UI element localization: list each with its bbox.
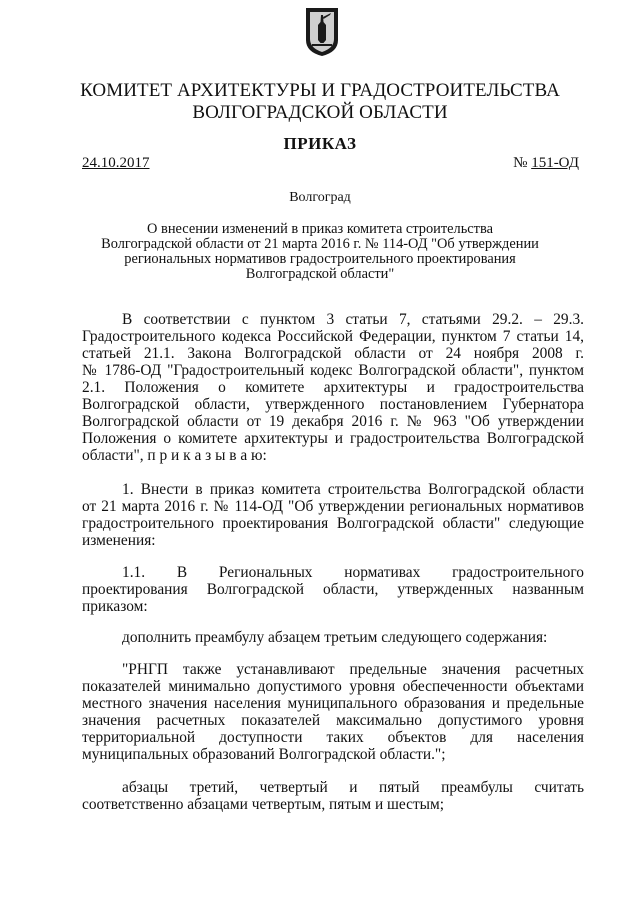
text-line: дополнить преамбулу абзацем третьим следующего содержания: — [122, 629, 548, 646]
text-line: Волгоградской области от 19 декабря 2016 г. № 963 "Об утверждении — [82, 413, 584, 430]
text-line: 2.1. Положения о комитете архитектуры и градостроительства — [82, 379, 584, 396]
text-line: 1.1. В Региональных нормативах градостроительного — [122, 564, 584, 581]
text-line: показателей минимально допустимого уровня обеспеченности объектами — [82, 678, 584, 695]
number-value: 151-ОД — [531, 155, 579, 171]
authority-line-2: ВОЛГОГРАДСКОЙ ОБЛАСТИ — [192, 102, 448, 123]
text-line: приказом: — [82, 598, 148, 615]
text-line: муниципальных образований Волгоградской области."; — [82, 746, 446, 763]
subject-line: региональных нормативов градостроительного проектирования — [124, 251, 516, 267]
preamble-paragraph — [82, 311, 584, 464]
text-line: местного значения населения муниципального образования и предельные — [82, 695, 584, 712]
text-line: "РНГП также устанавливают предельные значения расчетных — [122, 661, 584, 678]
quoted-amendment-text — [82, 661, 584, 763]
text-line: В соответствии с пунктом 3 статьи 7, статьями 29.2. – 29.3. — [122, 311, 584, 328]
subject-line: О внесении изменений в приказ комитета строительства — [147, 221, 493, 237]
order-subject — [60, 222, 580, 282]
text-line: статьей 21.1. Закона Волгоградской области от 24 ноября 2008 г. — [82, 345, 584, 362]
number-prefix: № — [513, 155, 532, 171]
text-line: проектирования Волгоградской области, утвержденных названным — [82, 581, 584, 598]
text-line: Положения о комитете архитектуры и градостроительства Волгоградской — [82, 430, 584, 447]
text-line: абзацы третий, четвертый и пятый преамбулы считать — [122, 779, 584, 796]
subject-line: Волгоградской области" — [245, 266, 395, 282]
text-line: градостроительного проектирования Волгоградской области" следующие — [82, 515, 584, 532]
text-line: Градостроительного кодекса Российской Федерации, пунктом 7 статьи 14, — [82, 328, 584, 345]
text-line: значения расчетных показателей максимально допустимого уровня — [82, 712, 584, 729]
text-line: от 21 марта 2016 г. № 114-ОД "Об утверждении региональных нормативов — [82, 498, 584, 515]
text-line: области", п р и к а з ы в а ю: — [82, 447, 267, 464]
renumbering-paragraph — [82, 779, 584, 813]
text-line: изменения: — [82, 532, 156, 549]
order-date: 24.10.2017 — [82, 155, 150, 171]
text-line: соответственно абзацами четвертым, пятым и шестым; — [82, 796, 445, 813]
text-line: территориальной доступности таких объектов для населения — [82, 729, 584, 746]
item-1-paragraph — [82, 481, 584, 549]
text-line: № 1786-ОД "Градостроительный кодекс Волгоградской области", пунктом — [82, 362, 584, 379]
document-type-title: ПРИКАЗ — [283, 134, 357, 153]
text-line: 1. Внести в приказ комитета строительства Волгоградской области — [122, 481, 584, 498]
order-number — [513, 155, 579, 172]
authority-line-1: КОМИТЕТ АРХИТЕКТУРЫ И ГРАДОСТРОИТЕЛЬСТВА — [80, 80, 560, 101]
volgograd-coat-of-arms-icon — [304, 6, 340, 58]
amendment-instruction — [82, 629, 584, 646]
item-1-1-paragraph — [82, 564, 584, 615]
text-line: Волгоградской области, утвержденного постановлением Губернатора — [82, 396, 584, 413]
issue-city: Волгоград — [289, 190, 351, 205]
issuing-authority — [60, 80, 580, 124]
subject-line: Волгоградской области от 21 марта 2016 г. № 114-ОД "Об утверждении — [101, 236, 539, 252]
